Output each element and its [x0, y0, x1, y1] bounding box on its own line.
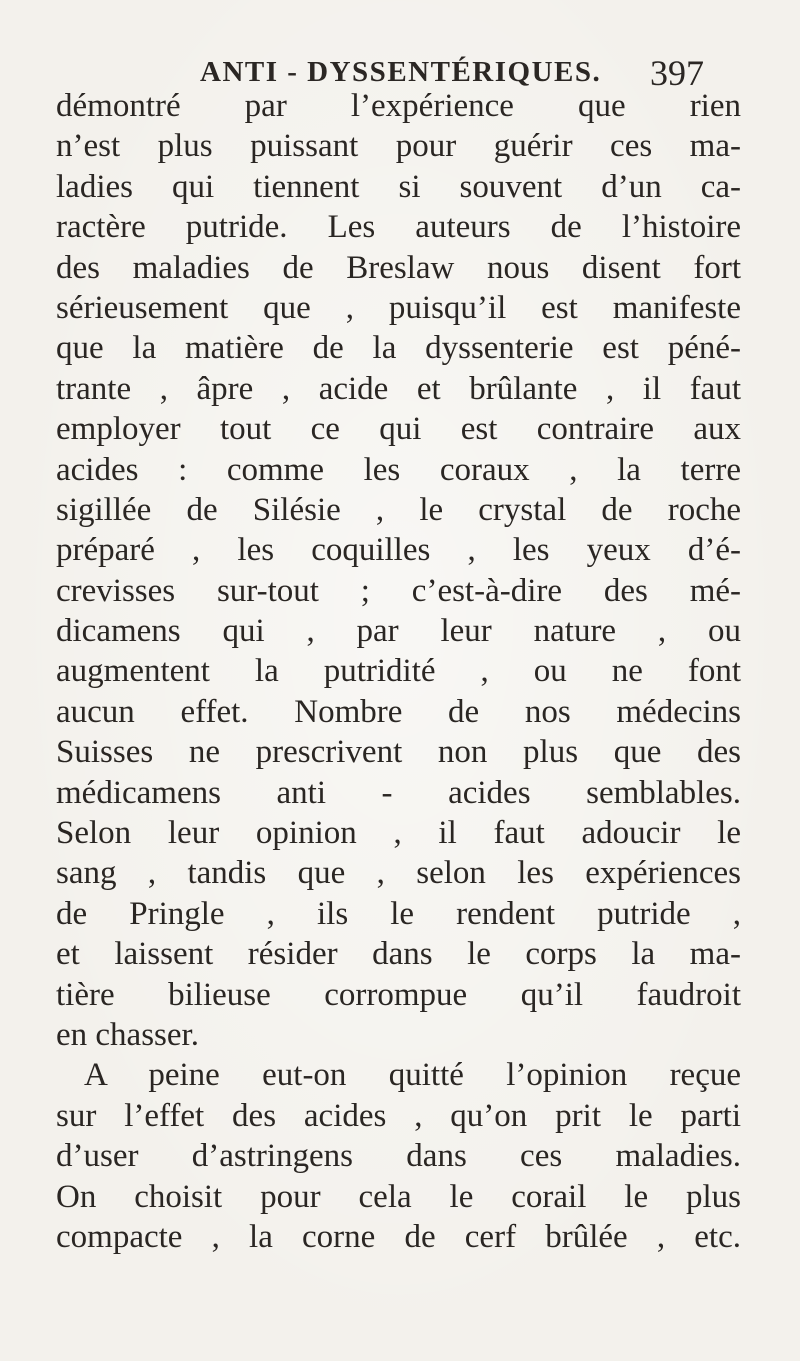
text-line: crevisses sur-tout ; c’est-à-dire des mé-: [56, 572, 741, 609]
text-line: démontré par l’expérience que rien: [56, 88, 741, 124]
text-line: dicamens qui , par leur nature , ou: [56, 613, 741, 650]
text-line: médicamens anti - acides semblables.: [56, 774, 741, 811]
paragraph-start-line: A peine eut-on quitté l’opinion reçue: [84, 1057, 741, 1094]
text-line: de Pringle , ils le rendent putride ,: [56, 895, 741, 932]
text-line: employer tout ce qui est contraire aux: [56, 411, 741, 448]
text-line: trante , âpre , acide et brûlante , il faut: [56, 370, 741, 407]
text-line: ractère putride. Les auteurs de l’histoire: [56, 209, 741, 246]
text-line: et laissent résider dans le corps la ma-: [56, 936, 741, 973]
text-line: acides : comme les coraux , la terre: [56, 451, 741, 488]
text-line: tière bilieuse corrompue qu’il faudroit: [56, 976, 741, 1013]
text-line: sigillée de Silésie , le crystal de roche: [56, 491, 741, 528]
body-text: [56, 86, 741, 1257]
text-line: n’est plus puissant pour guérir ces ma-: [56, 128, 741, 165]
text-line: sur l’effet des acides , qu’on prit le parti: [56, 1097, 741, 1134]
text-line: On choisit pour cela le corail le plus: [56, 1178, 741, 1215]
running-title: ANTI - DYSSENTÉRIQUES.: [200, 56, 602, 88]
text-line: des maladies de Breslaw nous disent fort: [56, 249, 741, 286]
text-line: sang , tandis que , selon les expériences: [56, 855, 741, 892]
paragraph-end-line: en chasser.: [56, 1016, 199, 1053]
text-line: augmentent la putridité , ou ne font: [56, 653, 741, 690]
text-line: Suisses ne prescrivent non plus que des: [56, 734, 741, 771]
page-number: 397: [650, 53, 704, 93]
text-line: préparé , les coquilles , les yeux d’é-: [56, 532, 741, 569]
text-line: aucun effet. Nombre de nos médecins: [56, 693, 741, 730]
text-line: d’user d’astringens dans ces maladies.: [56, 1138, 741, 1175]
text-line: sérieusement que , puisqu’il est manifeste: [56, 289, 741, 326]
text-line: Selon leur opinion , il faut adoucir le: [56, 815, 741, 852]
text-line: ladies qui tiennent si souvent d’un ca-: [56, 168, 741, 205]
text-line: compacte , la corne de cerf brûlée , etc.: [56, 1218, 741, 1255]
text-line: que la matière de la dyssenterie est péné-: [56, 330, 741, 367]
